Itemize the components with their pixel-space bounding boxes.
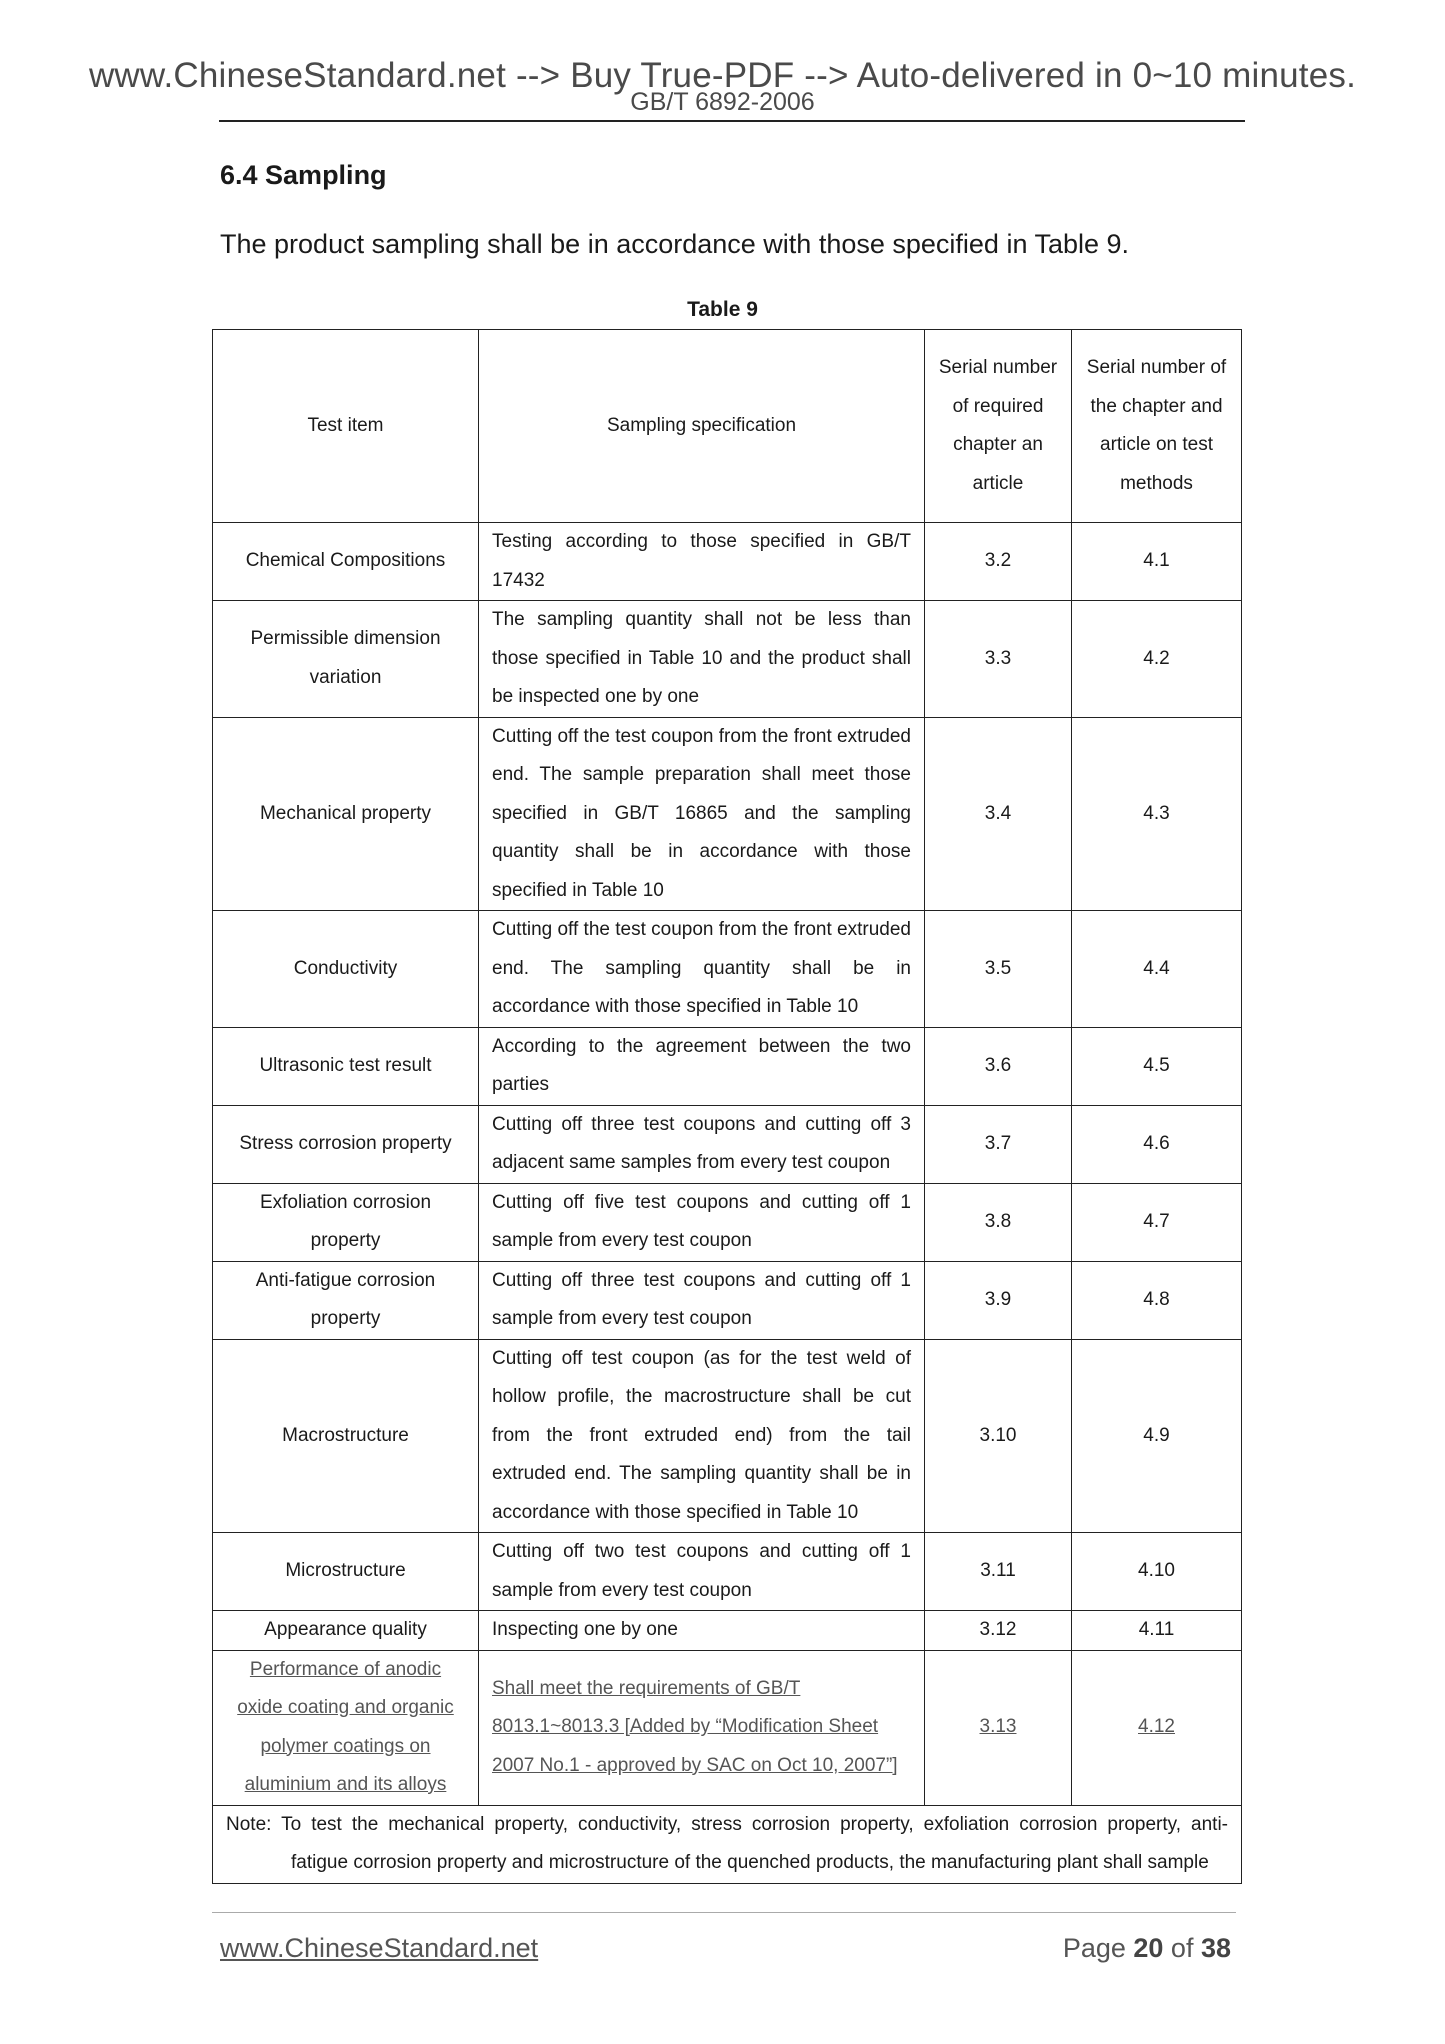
- method-article-cell: 4.9: [1072, 1339, 1242, 1533]
- page-of: of: [1163, 1933, 1201, 1963]
- required-article-cell[interactable]: [925, 1650, 1072, 1805]
- required-article-cell: 3.6: [925, 1027, 1072, 1105]
- spec-cell: Cutting off three test coupons and cutting off 3 adjacent same samples from every test coupon: [479, 1105, 925, 1183]
- note-line-2: fatigue corrosion property and microstructure of the quenched products, the manufacturing plant shall sample: [291, 1852, 1209, 1873]
- header-banner[interactable]: www.ChineseStandard.net --> Buy True-PDF --> Auto-delivered in 0~10 minutes.: [88, 56, 1357, 95]
- spec-cell: Cutting off the test coupon from the front extruded end. The sampling quantity shall be in accordance with those specified in Table 10: [479, 911, 925, 1028]
- amended-test-item-link[interactable]: Performance of anodic oxide coating and organic polymer coatings on aluminium and its alloys: [237, 1658, 454, 1795]
- table-row: [213, 1183, 1242, 1261]
- required-article-cell: 3.4: [925, 717, 1072, 911]
- spec-cell: Inspecting one by one: [479, 1611, 925, 1651]
- amended-required-link[interactable]: 3.13: [979, 1716, 1017, 1738]
- test-item-cell: Permissible dimension variation: [213, 601, 479, 718]
- required-article-cell: 3.5: [925, 911, 1072, 1028]
- method-article-cell: 4.8: [1072, 1261, 1242, 1339]
- table-row: [213, 717, 1242, 911]
- note-line-1: Note: To test the mechanical property, conductivity, stress corrosion property, exfoliation corrosion property, anti-: [226, 1813, 1228, 1835]
- test-item-cell: Macrostructure: [213, 1339, 479, 1533]
- spec-cell: The sampling quantity shall not be less than those specified in Table 10 and the product shall be inspected one by one: [479, 601, 925, 718]
- page-total: 38: [1200, 1933, 1231, 1963]
- footer-divider: [212, 1912, 1236, 1913]
- table-note: [213, 1805, 1242, 1883]
- test-item-cell: Conductivity: [213, 911, 479, 1028]
- spec-cell: Cutting off the test coupon from the front extruded end. The sample preparation shall meet those specified in GB/T 16865 and the sampling quantity shall be in accordance with those specified in Table 10: [479, 717, 925, 911]
- table-row-amended: [213, 1650, 1242, 1805]
- method-article-cell: 4.2: [1072, 601, 1242, 718]
- required-article-cell: 3.11: [925, 1533, 1072, 1611]
- table-note-row: [213, 1805, 1242, 1883]
- standard-code: GB/T 6892-2006: [630, 88, 815, 116]
- method-article-cell: 4.6: [1072, 1105, 1242, 1183]
- required-article-cell: 3.12: [925, 1611, 1072, 1651]
- test-item-cell: Exfoliation corrosion property: [213, 1183, 479, 1261]
- table-row: [213, 1027, 1242, 1105]
- table-row: [213, 1339, 1242, 1533]
- page-prefix: Page: [1062, 1933, 1134, 1963]
- table-row: [213, 1105, 1242, 1183]
- spec-cell: Cutting off two test coupons and cutting off 1 sample from every test coupon: [479, 1533, 925, 1611]
- method-article-cell: 4.7: [1072, 1183, 1242, 1261]
- header-divider: [219, 120, 1245, 122]
- page-current: 20: [1133, 1933, 1164, 1963]
- test-item-cell: Microstructure: [213, 1533, 479, 1611]
- method-article-cell: 4.3: [1072, 717, 1242, 911]
- spec-cell: Cutting off five test coupons and cutting off 1 sample from every test coupon: [479, 1183, 925, 1261]
- header-required-article: Serial number of required chapter an article: [925, 330, 1072, 523]
- test-item-cell: Appearance quality: [213, 1611, 479, 1651]
- required-article-cell: 3.7: [925, 1105, 1072, 1183]
- page-indicator: [1063, 1933, 1231, 1964]
- header-sampling-spec: Sampling specification: [479, 330, 925, 523]
- method-article-cell: 4.4: [1072, 911, 1242, 1028]
- table-row: [213, 1533, 1242, 1611]
- required-article-cell: 3.2: [925, 523, 1072, 601]
- table-row: [213, 523, 1242, 601]
- header-test-item: Test item: [213, 330, 479, 523]
- spec-cell: According to the agreement between the two parties: [479, 1027, 925, 1105]
- method-article-cell[interactable]: [1072, 1650, 1242, 1805]
- required-article-cell: 3.10: [925, 1339, 1072, 1533]
- table-caption: Table 9: [687, 298, 758, 321]
- required-article-cell: 3.3: [925, 601, 1072, 718]
- test-item-cell: Stress corrosion property: [213, 1105, 479, 1183]
- spec-cell: Testing according to those specified in GB/T 17432: [479, 523, 925, 601]
- method-article-cell: 4.11: [1072, 1611, 1242, 1651]
- required-article-cell: 3.8: [925, 1183, 1072, 1261]
- footer-site-link[interactable]: www.ChineseStandard.net: [220, 1933, 539, 1963]
- test-item-cell: Ultrasonic test result: [213, 1027, 479, 1105]
- method-article-cell: 4.1: [1072, 523, 1242, 601]
- sampling-table: [212, 329, 1242, 1884]
- section-intro: The product sampling shall be in accordance with those specified in Table 9.: [220, 229, 1130, 259]
- method-article-cell: 4.10: [1072, 1533, 1242, 1611]
- header-test-method-article: Serial number of the chapter and article on test methods: [1072, 330, 1242, 523]
- amended-method-link[interactable]: 4.12: [1138, 1716, 1175, 1738]
- required-article-cell: 3.9: [925, 1261, 1072, 1339]
- spec-cell: Cutting off three test coupons and cutting off 1 sample from every test coupon: [479, 1261, 925, 1339]
- test-item-cell: Chemical Compositions: [213, 523, 479, 601]
- spec-cell: Cutting off test coupon (as for the test weld of hollow profile, the macrostructure shall be cut from the front extruded end) from the tail extruded end. The sampling quantity shall be in accordance with those specified in Table 10: [479, 1339, 925, 1533]
- table-row: [213, 911, 1242, 1028]
- amended-spec-link[interactable]: Shall meet the requirements of GB/T 8013.1~8013.3 [Added by “Modification Sheet 2007 No.1 - approved by SAC on Oct 10, 2007”]: [492, 1677, 898, 1776]
- test-item-cell: Mechanical property: [213, 717, 479, 911]
- table-row: [213, 601, 1242, 718]
- table-header-row: [213, 330, 1242, 523]
- table-row: [213, 1611, 1242, 1651]
- spec-cell[interactable]: [479, 1650, 925, 1805]
- table-row: [213, 1261, 1242, 1339]
- method-article-cell: 4.5: [1072, 1027, 1242, 1105]
- test-item-cell: Anti-fatigue corrosion property: [213, 1261, 479, 1339]
- section-heading: 6.4 Sampling: [220, 160, 387, 190]
- test-item-cell[interactable]: [213, 1650, 479, 1805]
